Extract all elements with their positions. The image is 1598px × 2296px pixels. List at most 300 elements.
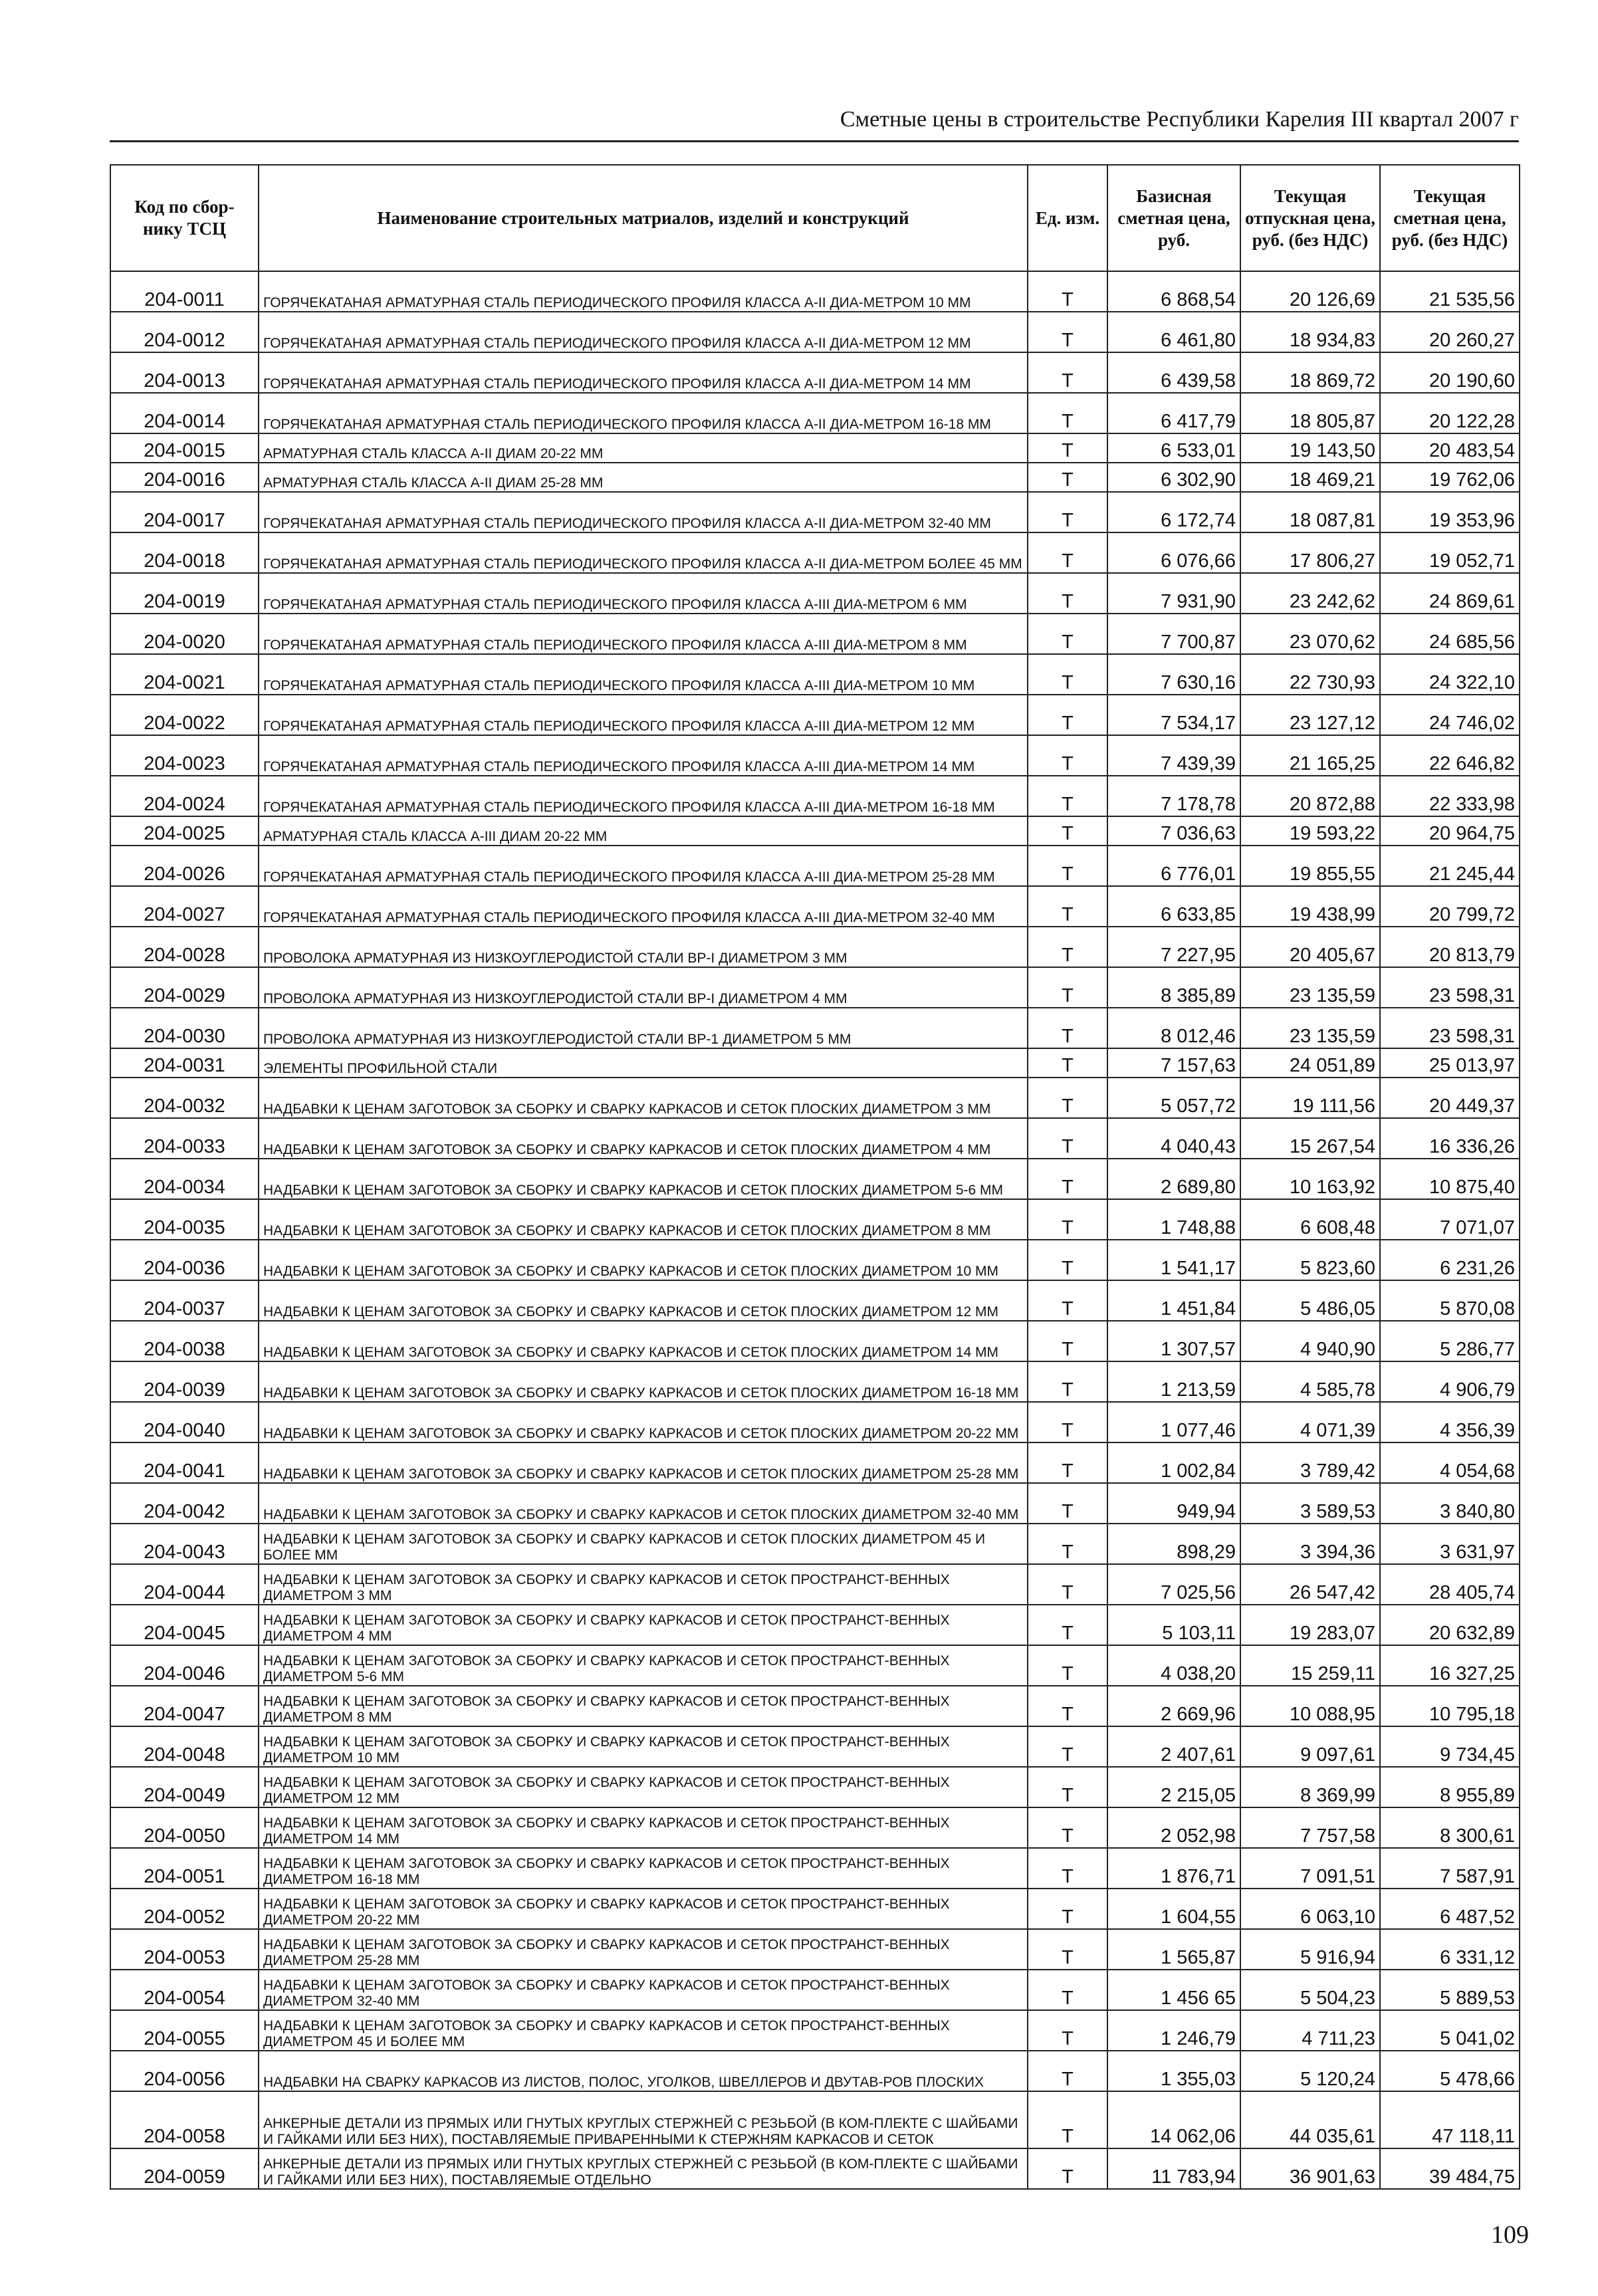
table-row [110, 352, 1520, 393]
row-name: ГОРЯЧЕКАТАНАЯ АРМАТУРНАЯ СТАЛЬ ПЕРИОДИЧЕСКОГО ПРОФИЛЯ КЛАССА А-III ДИА-МЕТРОМ 10 ММ [259, 654, 1028, 695]
row-base-price: 1 355,03 [1107, 2051, 1240, 2091]
row-estimate-price: 4 906,79 [1380, 1361, 1520, 1402]
row-release-price: 18 934,83 [1240, 312, 1380, 352]
table-row [110, 573, 1520, 614]
row-code: 204-0012 [110, 312, 259, 352]
row-estimate-price: 5 870,08 [1380, 1280, 1520, 1321]
table-row [110, 1807, 1520, 1848]
table-row [110, 927, 1520, 967]
row-release-price: 24 051,89 [1240, 1048, 1380, 1078]
row-code: 204-0038 [110, 1321, 259, 1361]
table-row [110, 1078, 1520, 1118]
row-base-price: 11 783,94 [1107, 2148, 1240, 2189]
table-row [110, 312, 1520, 352]
row-unit: Т [1028, 352, 1107, 393]
row-base-price: 6 302,90 [1107, 463, 1240, 492]
row-base-price: 1 213,59 [1107, 1361, 1240, 1402]
row-release-price: 19 143,50 [1240, 433, 1380, 463]
row-name: НАДБАВКИ К ЦЕНАМ ЗАГОТОВОК ЗА СБОРКУ И СВАРКУ КАРКАСОВ И СЕТОК ПРОСТРАНСТ-ВЕННЫХ ДИАМЕТРОМ 12 ММ [259, 1767, 1028, 1807]
row-base-price: 1 246,79 [1107, 2010, 1240, 2051]
row-release-price: 18 805,87 [1240, 393, 1380, 433]
row-release-price: 18 087,81 [1240, 492, 1380, 532]
table-row [110, 1008, 1520, 1048]
row-name: НАДБАВКИ К ЦЕНАМ ЗАГОТОВОК ЗА СБОРКУ И СВАРКУ КАРКАСОВ И СЕТОК ПЛОСКИХ ДИАМЕТРОМ 16-18 ММ [259, 1361, 1028, 1402]
row-estimate-price: 22 333,98 [1380, 776, 1520, 816]
table-row [110, 492, 1520, 532]
row-estimate-price: 20 449,37 [1380, 1078, 1520, 1118]
row-base-price: 5 103,11 [1107, 1605, 1240, 1645]
row-unit: Т [1028, 1240, 1107, 1280]
table-row [110, 1048, 1520, 1078]
row-base-price: 6 172,74 [1107, 492, 1240, 532]
row-estimate-price: 16 336,26 [1380, 1118, 1520, 1159]
row-unit: Т [1028, 1686, 1107, 1726]
row-release-price: 10 163,92 [1240, 1159, 1380, 1199]
row-base-price: 4 040,43 [1107, 1118, 1240, 1159]
column-header-unit: Ед. изм. [1028, 165, 1107, 271]
table-row [110, 695, 1520, 735]
row-base-price: 6 461,80 [1107, 312, 1240, 352]
row-name: НАДБАВКИ К ЦЕНАМ ЗАГОТОВОК ЗА СБОРКУ И СВАРКУ КАРКАСОВ И СЕТОК ПРОСТРАНСТ-ВЕННЫХ ДИАМЕТРОМ 14 ММ [259, 1807, 1028, 1848]
row-unit: Т [1028, 1159, 1107, 1199]
row-estimate-price: 19 353,96 [1380, 492, 1520, 532]
row-code: 204-0050 [110, 1807, 259, 1848]
row-unit: Т [1028, 312, 1107, 352]
row-unit: Т [1028, 1048, 1107, 1078]
row-code: 204-0025 [110, 816, 259, 846]
row-release-price: 19 111,56 [1240, 1078, 1380, 1118]
row-unit: Т [1028, 1402, 1107, 1442]
row-base-price: 6 439,58 [1107, 352, 1240, 393]
row-release-price: 18 869,72 [1240, 352, 1380, 393]
row-unit: Т [1028, 846, 1107, 886]
row-estimate-price: 9 734,45 [1380, 1726, 1520, 1767]
row-name: ГОРЯЧЕКАТАНАЯ АРМАТУРНАЯ СТАЛЬ ПЕРИОДИЧЕСКОГО ПРОФИЛЯ КЛАССА А-II ДИА-МЕТРОМ 12 ММ [259, 312, 1028, 352]
row-estimate-price: 20 799,72 [1380, 886, 1520, 927]
row-name: НАДБАВКИ К ЦЕНАМ ЗАГОТОВОК ЗА СБОРКУ И СВАРКУ КАРКАСОВ И СЕТОК ПЛОСКИХ ДИАМЕТРОМ 8 ММ [259, 1199, 1028, 1240]
row-release-price: 7 091,51 [1240, 1848, 1380, 1889]
row-name: ГОРЯЧЕКАТАНАЯ АРМАТУРНАЯ СТАЛЬ ПЕРИОДИЧЕСКОГО ПРОФИЛЯ КЛАССА А-II ДИА-МЕТРОМ 14 ММ [259, 352, 1028, 393]
table-row [110, 2010, 1520, 2051]
row-estimate-price: 20 964,75 [1380, 816, 1520, 846]
row-unit: Т [1028, 654, 1107, 695]
row-name: НАДБАВКИ К ЦЕНАМ ЗАГОТОВОК ЗА СБОРКУ И СВАРКУ КАРКАСОВ И СЕТОК ПЛОСКИХ ДИАМЕТРОМ 25-28 ММ [259, 1442, 1028, 1483]
row-name: НАДБАВКИ К ЦЕНАМ ЗАГОТОВОК ЗА СБОРКУ И СВАРКУ КАРКАСОВ И СЕТОК ПЛОСКИХ ДИАМЕТРОМ 12 ММ [259, 1280, 1028, 1321]
row-name: АРМАТУРНАЯ СТАЛЬ КЛАССА А-II ДИАМ 20-22 ММ [259, 433, 1028, 463]
row-name: НАДБАВКИ К ЦЕНАМ ЗАГОТОВОК ЗА СБОРКУ И СВАРКУ КАРКАСОВ И СЕТОК ПЛОСКИХ ДИАМЕТРОМ 20-22 ММ [259, 1402, 1028, 1442]
column-header-release-price: Текущая отпускная цена, руб. (без НДС) [1240, 165, 1380, 271]
row-estimate-price: 21 245,44 [1380, 846, 1520, 886]
row-unit: Т [1028, 492, 1107, 532]
row-estimate-price: 3 631,97 [1380, 1524, 1520, 1564]
row-base-price: 7 931,90 [1107, 573, 1240, 614]
row-base-price: 6 868,54 [1107, 271, 1240, 312]
row-estimate-price: 6 231,26 [1380, 1240, 1520, 1280]
row-release-price: 3 394,36 [1240, 1524, 1380, 1564]
row-base-price: 6 076,66 [1107, 532, 1240, 573]
row-base-price: 2 215,05 [1107, 1767, 1240, 1807]
row-release-price: 5 120,24 [1240, 2051, 1380, 2091]
table-row [110, 967, 1520, 1008]
column-header-base-price: Базисная сметная цена, руб. [1107, 165, 1240, 271]
row-code: 204-0032 [110, 1078, 259, 1118]
row-release-price: 15 267,54 [1240, 1118, 1380, 1159]
row-unit: Т [1028, 967, 1107, 1008]
row-code: 204-0054 [110, 1970, 259, 2010]
row-name: НАДБАВКИ К ЦЕНАМ ЗАГОТОВОК ЗА СБОРКУ И СВАРКУ КАРКАСОВ И СЕТОК ПЛОСКИХ ДИАМЕТРОМ 4 ММ [259, 1118, 1028, 1159]
table-row [110, 776, 1520, 816]
row-unit: Т [1028, 776, 1107, 816]
row-release-price: 6 608,48 [1240, 1199, 1380, 1240]
row-code: 204-0053 [110, 1929, 259, 1970]
row-code: 204-0041 [110, 1442, 259, 1483]
row-name: АРМАТУРНАЯ СТАЛЬ КЛАССА А-II ДИАМ 25-28 ММ [259, 463, 1028, 492]
column-header-name: Наименование строительных матриалов, изделий и конструкций [259, 165, 1028, 271]
row-code: 204-0027 [110, 886, 259, 927]
row-base-price: 2 669,96 [1107, 1686, 1240, 1726]
row-code: 204-0021 [110, 654, 259, 695]
row-unit: Т [1028, 1767, 1107, 1807]
row-code: 204-0044 [110, 1564, 259, 1605]
row-code: 204-0029 [110, 967, 259, 1008]
row-base-price: 1 307,57 [1107, 1321, 1240, 1361]
row-name: АНКЕРНЫЕ ДЕТАЛИ ИЗ ПРЯМЫХ ИЛИ ГНУТЫХ КРУГЛЫХ СТЕРЖНЕЙ С РЕЗЬБОЙ (В КОМ-ПЛЕКТЕ С ШАЙБАМИ И ГАЙКАМИ ИЛИ БЕЗ НИХ), ПОСТАВЛЯЕМЫЕ ПРИВАРЕННЫМИ К СТЕРЖНЯМ КАРКАСОВ И СЕТОК [259, 2091, 1028, 2148]
row-unit: Т [1028, 433, 1107, 463]
row-name: ГОРЯЧЕКАТАНАЯ АРМАТУРНАЯ СТАЛЬ ПЕРИОДИЧЕСКОГО ПРОФИЛЯ КЛАССА А-III ДИА-МЕТРОМ 32-40 ММ [259, 886, 1028, 927]
row-name: НАДБАВКИ К ЦЕНАМ ЗАГОТОВОК ЗА СБОРКУ И СВАРКУ КАРКАСОВ И СЕТОК ПРОСТРАНСТ-ВЕННЫХ ДИАМЕТРОМ 16-18 ММ [259, 1848, 1028, 1889]
row-base-price: 7 025,56 [1107, 1564, 1240, 1605]
row-release-price: 7 757,58 [1240, 1807, 1380, 1848]
row-name: НАДБАВКИ К ЦЕНАМ ЗАГОТОВОК ЗА СБОРКУ И СВАРКУ КАРКАСОВ И СЕТОК ПРОСТРАНСТ-ВЕННЫХ ДИАМЕТРОМ 32-40 ММ [259, 1970, 1028, 2010]
row-base-price: 7 630,16 [1107, 654, 1240, 695]
row-estimate-price: 5 478,66 [1380, 2051, 1520, 2091]
row-estimate-price: 7 587,91 [1380, 1848, 1520, 1889]
row-base-price: 7 157,63 [1107, 1048, 1240, 1078]
row-unit: Т [1028, 1280, 1107, 1321]
table-row [110, 614, 1520, 654]
row-name: НАДБАВКИ К ЦЕНАМ ЗАГОТОВОК ЗА СБОРКУ И СВАРКУ КАРКАСОВ И СЕТОК ПРОСТРАНСТ-ВЕННЫХ ДИАМЕТРОМ 45 И БОЛЕЕ ММ [259, 2010, 1028, 2051]
row-code: 204-0039 [110, 1361, 259, 1402]
row-base-price: 7 036,63 [1107, 816, 1240, 846]
row-name: АРМАТУРНАЯ СТАЛЬ КЛАССА А-III ДИАМ 20-22 ММ [259, 816, 1028, 846]
row-release-price: 26 547,42 [1240, 1564, 1380, 1605]
row-unit: Т [1028, 1199, 1107, 1240]
row-base-price: 2 052,98 [1107, 1807, 1240, 1848]
row-estimate-price: 20 632,89 [1380, 1605, 1520, 1645]
row-code: 204-0046 [110, 1645, 259, 1686]
row-estimate-price: 23 598,31 [1380, 967, 1520, 1008]
row-base-price: 7 439,39 [1107, 735, 1240, 776]
table-row [110, 2091, 1520, 2148]
row-base-price: 1 565,87 [1107, 1929, 1240, 1970]
table-row [110, 1929, 1520, 1970]
column-header-code: Код по сбор-нику ТСЦ [110, 165, 259, 271]
table-row [110, 2051, 1520, 2091]
row-base-price: 7 227,95 [1107, 927, 1240, 967]
row-code: 204-0011 [110, 271, 259, 312]
row-release-price: 10 088,95 [1240, 1686, 1380, 1726]
table-row [110, 1767, 1520, 1807]
page-number: 109 [1491, 2221, 1529, 2249]
table-row [110, 532, 1520, 573]
row-unit: Т [1028, 1321, 1107, 1361]
row-estimate-price: 5 889,53 [1380, 1970, 1520, 2010]
row-name: ГОРЯЧЕКАТАНАЯ АРМАТУРНАЯ СТАЛЬ ПЕРИОДИЧЕСКОГО ПРОФИЛЯ КЛАССА А-III ДИА-МЕТРОМ 16-18 ММ [259, 776, 1028, 816]
row-code: 204-0052 [110, 1889, 259, 1929]
row-estimate-price: 20 813,79 [1380, 927, 1520, 967]
row-code: 204-0016 [110, 463, 259, 492]
row-code: 204-0042 [110, 1483, 259, 1524]
row-base-price: 7 178,78 [1107, 776, 1240, 816]
row-release-price: 19 438,99 [1240, 886, 1380, 927]
row-estimate-price: 7 071,07 [1380, 1199, 1520, 1240]
row-release-price: 8 369,99 [1240, 1767, 1380, 1807]
row-base-price: 7 700,87 [1107, 614, 1240, 654]
row-release-price: 5 486,05 [1240, 1280, 1380, 1321]
row-unit: Т [1028, 1008, 1107, 1048]
row-estimate-price: 28 405,74 [1380, 1564, 1520, 1605]
row-name: НАДБАВКИ К ЦЕНАМ ЗАГОТОВОК ЗА СБОРКУ И СВАРКУ КАРКАСОВ И СЕТОК ПЛОСКИХ ДИАМЕТРОМ 3 ММ [259, 1078, 1028, 1118]
row-name: НАДБАВКИ К ЦЕНАМ ЗАГОТОВОК ЗА СБОРКУ И СВАРКУ КАРКАСОВ И СЕТОК ПЛОСКИХ ДИАМЕТРОМ 14 ММ [259, 1321, 1028, 1361]
row-estimate-price: 24 869,61 [1380, 573, 1520, 614]
row-name: НАДБАВКИ К ЦЕНАМ ЗАГОТОВОК ЗА СБОРКУ И СВАРКУ КАРКАСОВ И СЕТОК ПЛОСКИХ ДИАМЕТРОМ 32-40 ММ [259, 1483, 1028, 1524]
row-unit: Т [1028, 1605, 1107, 1645]
table-row [110, 1483, 1520, 1524]
row-estimate-price: 8 300,61 [1380, 1807, 1520, 1848]
row-estimate-price: 20 190,60 [1380, 352, 1520, 393]
table-body [110, 271, 1520, 2189]
row-release-price: 5 916,94 [1240, 1929, 1380, 1970]
price-table [110, 164, 1520, 2190]
row-name: НАДБАВКИ К ЦЕНАМ ЗАГОТОВОК ЗА СБОРКУ И СВАРКУ КАРКАСОВ И СЕТОК ПЛОСКИХ ДИАМЕТРОМ 45 И БОЛЕЕ ММ [259, 1524, 1028, 1564]
row-code: 204-0031 [110, 1048, 259, 1078]
column-header-estimate-price: Текущая сметная цена, руб. (без НДС) [1380, 165, 1520, 271]
row-name: ГОРЯЧЕКАТАНАЯ АРМАТУРНАЯ СТАЛЬ ПЕРИОДИЧЕСКОГО ПРОФИЛЯ КЛАССА А-II ДИА-МЕТРОМ 10 ММ [259, 271, 1028, 312]
row-release-price: 17 806,27 [1240, 532, 1380, 573]
row-code: 204-0018 [110, 532, 259, 573]
row-release-price: 19 593,22 [1240, 816, 1380, 846]
row-code: 204-0058 [110, 2091, 259, 2148]
row-code: 204-0040 [110, 1402, 259, 1442]
row-base-price: 1 451,84 [1107, 1280, 1240, 1321]
row-name: ГОРЯЧЕКАТАНАЯ АРМАТУРНАЯ СТАЛЬ ПЕРИОДИЧЕСКОГО ПРОФИЛЯ КЛАССА А-III ДИА-МЕТРОМ 25-28 ММ [259, 846, 1028, 886]
row-unit: Т [1028, 2091, 1107, 2148]
row-code: 204-0047 [110, 1686, 259, 1726]
table-row [110, 816, 1520, 846]
row-unit: Т [1028, 1078, 1107, 1118]
row-estimate-price: 25 013,97 [1380, 1048, 1520, 1078]
row-unit: Т [1028, 1889, 1107, 1929]
row-name: НАДБАВКИ К ЦЕНАМ ЗАГОТОВОК ЗА СБОРКУ И СВАРКУ КАРКАСОВ И СЕТОК ПРОСТРАНСТ-ВЕННЫХ ДИАМЕТРОМ 3 ММ [259, 1564, 1028, 1605]
row-estimate-price: 4 054,68 [1380, 1442, 1520, 1483]
table-row [110, 886, 1520, 927]
table-row [110, 1240, 1520, 1280]
row-estimate-price: 22 646,82 [1380, 735, 1520, 776]
row-unit: Т [1028, 1442, 1107, 1483]
row-code: 204-0035 [110, 1199, 259, 1240]
table-row [110, 1524, 1520, 1564]
table-row [110, 654, 1520, 695]
row-base-price: 7 534,17 [1107, 695, 1240, 735]
table-row [110, 271, 1520, 312]
row-name: НАДБАВКИ К ЦЕНАМ ЗАГОТОВОК ЗА СБОРКУ И СВАРКУ КАРКАСОВ И СЕТОК ПРОСТРАНСТ-ВЕННЫХ ДИАМЕТРОМ 10 ММ [259, 1726, 1028, 1767]
table-row [110, 735, 1520, 776]
row-code: 204-0055 [110, 2010, 259, 2051]
row-release-price: 23 135,59 [1240, 1008, 1380, 1048]
row-code: 204-0049 [110, 1767, 259, 1807]
row-unit: Т [1028, 1807, 1107, 1848]
row-unit: Т [1028, 1645, 1107, 1686]
table-row [110, 1645, 1520, 1686]
row-release-price: 23 135,59 [1240, 967, 1380, 1008]
row-unit: Т [1028, 271, 1107, 312]
row-base-price: 1 077,46 [1107, 1402, 1240, 1442]
row-estimate-price: 47 118,11 [1380, 2091, 1520, 2148]
row-code: 204-0022 [110, 695, 259, 735]
table-row [110, 393, 1520, 433]
row-name: НАДБАВКИ К ЦЕНАМ ЗАГОТОВОК ЗА СБОРКУ И СВАРКУ КАРКАСОВ И СЕТОК ПРОСТРАНСТ-ВЕННЫХ ДИАМЕТРОМ 20-22 ММ [259, 1889, 1028, 1929]
row-code: 204-0059 [110, 2148, 259, 2189]
row-estimate-price: 39 484,75 [1380, 2148, 1520, 2189]
row-base-price: 4 038,20 [1107, 1645, 1240, 1686]
row-unit: Т [1028, 1726, 1107, 1767]
row-estimate-price: 5 286,77 [1380, 1321, 1520, 1361]
table-row [110, 1361, 1520, 1402]
row-base-price: 8 012,46 [1107, 1008, 1240, 1048]
row-code: 204-0033 [110, 1118, 259, 1159]
row-estimate-price: 6 331,12 [1380, 1929, 1520, 1970]
row-base-price: 8 385,89 [1107, 967, 1240, 1008]
table-row [110, 1726, 1520, 1767]
row-code: 204-0034 [110, 1159, 259, 1199]
row-release-price: 18 469,21 [1240, 463, 1380, 492]
row-unit: Т [1028, 614, 1107, 654]
row-estimate-price: 21 535,56 [1380, 271, 1520, 312]
row-name: ГОРЯЧЕКАТАНАЯ АРМАТУРНАЯ СТАЛЬ ПЕРИОДИЧЕСКОГО ПРОФИЛЯ КЛАССА А-III ДИА-МЕТРОМ 6 ММ [259, 573, 1028, 614]
row-estimate-price: 23 598,31 [1380, 1008, 1520, 1048]
row-code: 204-0024 [110, 776, 259, 816]
row-unit: Т [1028, 573, 1107, 614]
row-release-price: 4 711,23 [1240, 2010, 1380, 2051]
row-unit: Т [1028, 2051, 1107, 2091]
row-estimate-price: 24 322,10 [1380, 654, 1520, 695]
row-name: НАДБАВКИ НА СВАРКУ КАРКАСОВ ИЗ ЛИСТОВ, ПОЛОС, УГОЛКОВ, ШВЕЛЛЕРОВ И ДВУТАВ-РОВ ПЛОСКИХ [259, 2051, 1028, 2091]
row-name: ПРОВОЛОКА АРМАТУРНАЯ ИЗ НИЗКОУГЛЕРОДИСТОЙ СТАЛИ ВР-1 ДИАМЕТРОМ 5 ММ [259, 1008, 1028, 1048]
row-unit: Т [1028, 2010, 1107, 2051]
row-base-price: 6 776,01 [1107, 846, 1240, 886]
row-release-price: 4 585,78 [1240, 1361, 1380, 1402]
row-code: 204-0017 [110, 492, 259, 532]
row-name: ЭЛЕМЕНТЫ ПРОФИЛЬНОЙ СТАЛИ [259, 1048, 1028, 1078]
row-estimate-price: 19 762,06 [1380, 463, 1520, 492]
row-release-price: 36 901,63 [1240, 2148, 1380, 2189]
row-name: ГОРЯЧЕКАТАНАЯ АРМАТУРНАЯ СТАЛЬ ПЕРИОДИЧЕСКОГО ПРОФИЛЯ КЛАССА А-III ДИА-МЕТРОМ 14 ММ [259, 735, 1028, 776]
row-release-price: 5 823,60 [1240, 1240, 1380, 1280]
row-release-price: 22 730,93 [1240, 654, 1380, 695]
row-release-price: 9 097,61 [1240, 1726, 1380, 1767]
row-base-price: 6 633,85 [1107, 886, 1240, 927]
row-unit: Т [1028, 1118, 1107, 1159]
row-base-price: 6 533,01 [1107, 433, 1240, 463]
row-name: ГОРЯЧЕКАТАНАЯ АРМАТУРНАЯ СТАЛЬ ПЕРИОДИЧЕСКОГО ПРОФИЛЯ КЛАССА А-II ДИА-МЕТРОМ 16-18 ММ [259, 393, 1028, 433]
row-code: 204-0051 [110, 1848, 259, 1889]
row-code: 204-0043 [110, 1524, 259, 1564]
table-row [110, 1442, 1520, 1483]
row-name: НАДБАВКИ К ЦЕНАМ ЗАГОТОВОК ЗА СБОРКУ И СВАРКУ КАРКАСОВ И СЕТОК ПРОСТРАНСТ-ВЕННЫХ ДИАМЕТРОМ 4 ММ [259, 1605, 1028, 1645]
row-base-price: 2 407,61 [1107, 1726, 1240, 1767]
row-name: НАДБАВКИ К ЦЕНАМ ЗАГОТОВОК ЗА СБОРКУ И СВАРКУ КАРКАСОВ И СЕТОК ПРОСТРАНСТ-ВЕННЫХ ДИАМЕТРОМ 5-6 ММ [259, 1645, 1028, 1686]
row-name: НАДБАВКИ К ЦЕНАМ ЗАГОТОВОК ЗА СБОРКУ И СВАРКУ КАРКАСОВ И СЕТОК ПЛОСКИХ ДИАМЕТРОМ 5-6 ММ [259, 1159, 1028, 1199]
row-unit: Т [1028, 1483, 1107, 1524]
table-row [110, 1605, 1520, 1645]
row-name: АНКЕРНЫЕ ДЕТАЛИ ИЗ ПРЯМЫХ ИЛИ ГНУТЫХ КРУГЛЫХ СТЕРЖНЕЙ С РЕЗЬБОЙ (В КОМ-ПЛЕКТЕ С ШАЙБАМИ И ГАЙКАМИ ИЛИ БЕЗ НИХ), ПОСТАВЛЯЕМЫЕ ОТДЕЛЬНО [259, 2148, 1028, 2189]
page-header: Сметные цены в строительстве Республики Карелия III квартал 2007 г [110, 103, 1519, 142]
row-code: 204-0014 [110, 393, 259, 433]
table-row [110, 1970, 1520, 2010]
table-row [110, 433, 1520, 463]
row-release-price: 23 070,62 [1240, 614, 1380, 654]
table-row [110, 1118, 1520, 1159]
table-row [110, 846, 1520, 886]
table-row [110, 1564, 1520, 1605]
row-base-price: 5 057,72 [1107, 1078, 1240, 1118]
row-unit: Т [1028, 1848, 1107, 1889]
row-code: 204-0026 [110, 846, 259, 886]
row-base-price: 14 062,06 [1107, 2091, 1240, 2148]
row-unit: Т [1028, 886, 1107, 927]
table-row [110, 2148, 1520, 2189]
table-row [110, 1280, 1520, 1321]
row-unit: Т [1028, 532, 1107, 573]
table-row [110, 1686, 1520, 1726]
row-unit: Т [1028, 393, 1107, 433]
row-release-price: 19 283,07 [1240, 1605, 1380, 1645]
row-estimate-price: 20 483,54 [1380, 433, 1520, 463]
row-unit: Т [1028, 1524, 1107, 1564]
row-base-price: 949,94 [1107, 1483, 1240, 1524]
row-code: 204-0045 [110, 1605, 259, 1645]
row-release-price: 5 504,23 [1240, 1970, 1380, 2010]
row-code: 204-0028 [110, 927, 259, 967]
row-unit: Т [1028, 1929, 1107, 1970]
row-name: НАДБАВКИ К ЦЕНАМ ЗАГОТОВОК ЗА СБОРКУ И СВАРКУ КАРКАСОВ И СЕТОК ПРОСТРАНСТ-ВЕННЫХ ДИАМЕТРОМ 8 ММ [259, 1686, 1028, 1726]
row-release-price: 23 127,12 [1240, 695, 1380, 735]
row-estimate-price: 10 795,18 [1380, 1686, 1520, 1726]
row-code: 204-0037 [110, 1280, 259, 1321]
table-row [110, 1199, 1520, 1240]
row-estimate-price: 10 875,40 [1380, 1159, 1520, 1199]
row-base-price: 1 748,88 [1107, 1199, 1240, 1240]
row-release-price: 20 405,67 [1240, 927, 1380, 967]
row-release-price: 19 855,55 [1240, 846, 1380, 886]
row-unit: Т [1028, 1361, 1107, 1402]
row-estimate-price: 8 955,89 [1380, 1767, 1520, 1807]
row-unit: Т [1028, 927, 1107, 967]
row-code: 204-0019 [110, 573, 259, 614]
row-release-price: 4 940,90 [1240, 1321, 1380, 1361]
row-estimate-price: 24 746,02 [1380, 695, 1520, 735]
row-code: 204-0030 [110, 1008, 259, 1048]
row-name: НАДБАВКИ К ЦЕНАМ ЗАГОТОВОК ЗА СБОРКУ И СВАРКУ КАРКАСОВ И СЕТОК ПРОСТРАНСТ-ВЕННЫХ ДИАМЕТРОМ 25-28 ММ [259, 1929, 1028, 1970]
row-base-price: 1 541,17 [1107, 1240, 1240, 1280]
row-unit: Т [1028, 1970, 1107, 2010]
row-release-price: 20 872,88 [1240, 776, 1380, 816]
row-code: 204-0048 [110, 1726, 259, 1767]
row-code: 204-0013 [110, 352, 259, 393]
row-unit: Т [1028, 695, 1107, 735]
row-unit: Т [1028, 463, 1107, 492]
row-estimate-price: 24 685,56 [1380, 614, 1520, 654]
